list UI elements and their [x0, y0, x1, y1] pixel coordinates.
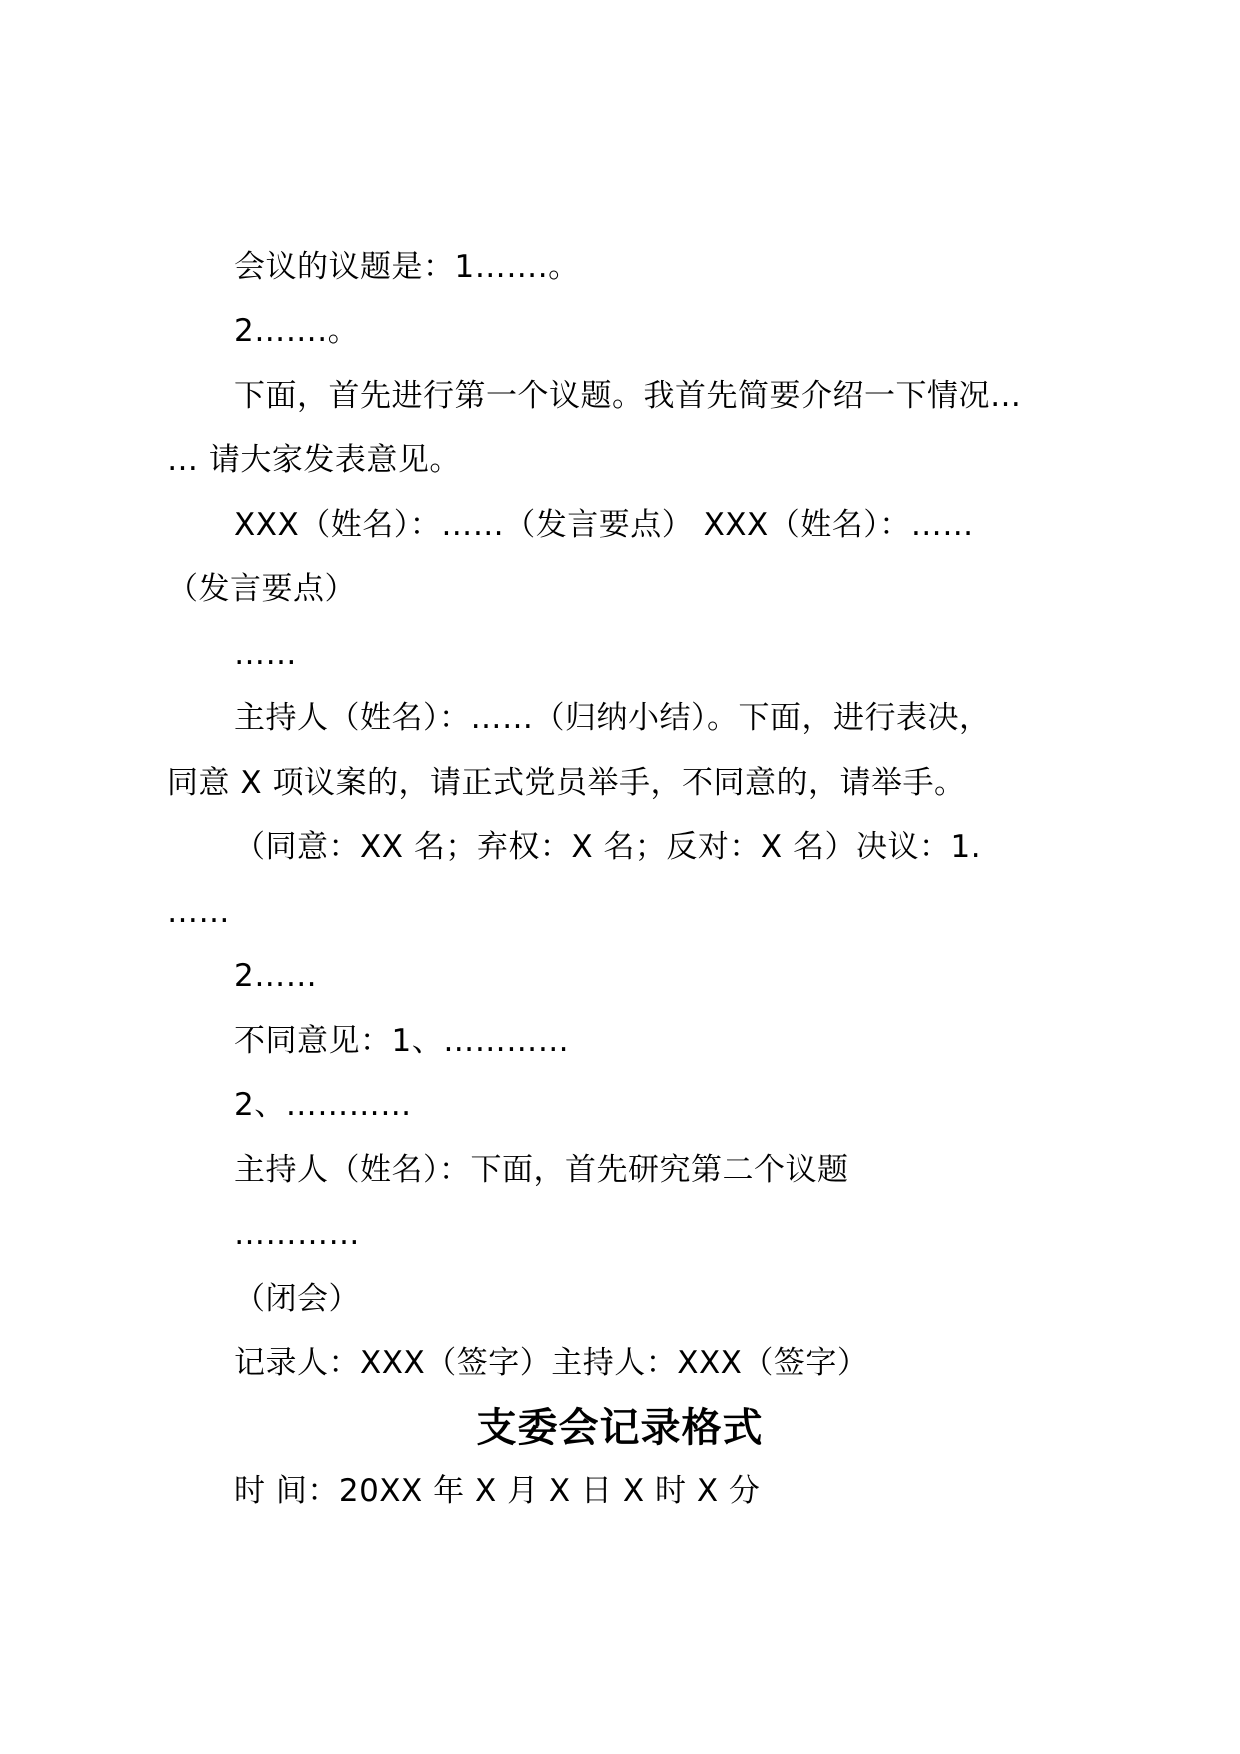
ellipsis-line-2: …………: [234, 1216, 360, 1252]
meeting-close-line: （闭会）: [234, 1281, 360, 1317]
section-title: 支委会记录格式: [476, 1405, 764, 1451]
second-topic-line: 主持人（姓名）：下面，首先研究第二个议题: [234, 1152, 849, 1188]
ellipsis-line: ……: [234, 636, 297, 672]
first-topic-intro-cont: … 请大家发表意见。: [167, 442, 461, 478]
agenda-line-1: 会议的议题是：1…….。: [234, 249, 580, 285]
meeting-time-line: 时 间：20XX 年 X 月 X 日 X 时 X 分: [234, 1473, 761, 1509]
resolution-item-2: 2……: [234, 958, 318, 994]
host-summary-line: 主持人（姓名）：……（归纳小结）。下面，进行表决，: [234, 700, 991, 736]
vote-result-line: （同意：XX 名；弃权：X 名；反对：X 名）决议：1.: [234, 829, 982, 865]
agenda-line-2: 2…….。: [234, 313, 360, 349]
speaker-line: XXX（姓名）：……（发言要点） XXX（姓名）：……: [234, 507, 974, 543]
host-summary-cont: 同意 X 项议案的，请正式党员举手，不同意的，请举手。: [167, 765, 966, 801]
vote-result-cont: ……: [167, 894, 230, 930]
speaker-line-cont: （发言要点）: [167, 571, 356, 607]
first-topic-intro: 下面，首先进行第一个议题。我首先简要介绍一下情况…: [234, 378, 1022, 414]
dissent-line-1: 不同意见：1、…………: [234, 1023, 570, 1059]
signature-line: 记录人：XXX（签字）主持人：XXX（签字）: [234, 1345, 869, 1381]
dissent-line-2: 2、…………: [234, 1087, 412, 1123]
